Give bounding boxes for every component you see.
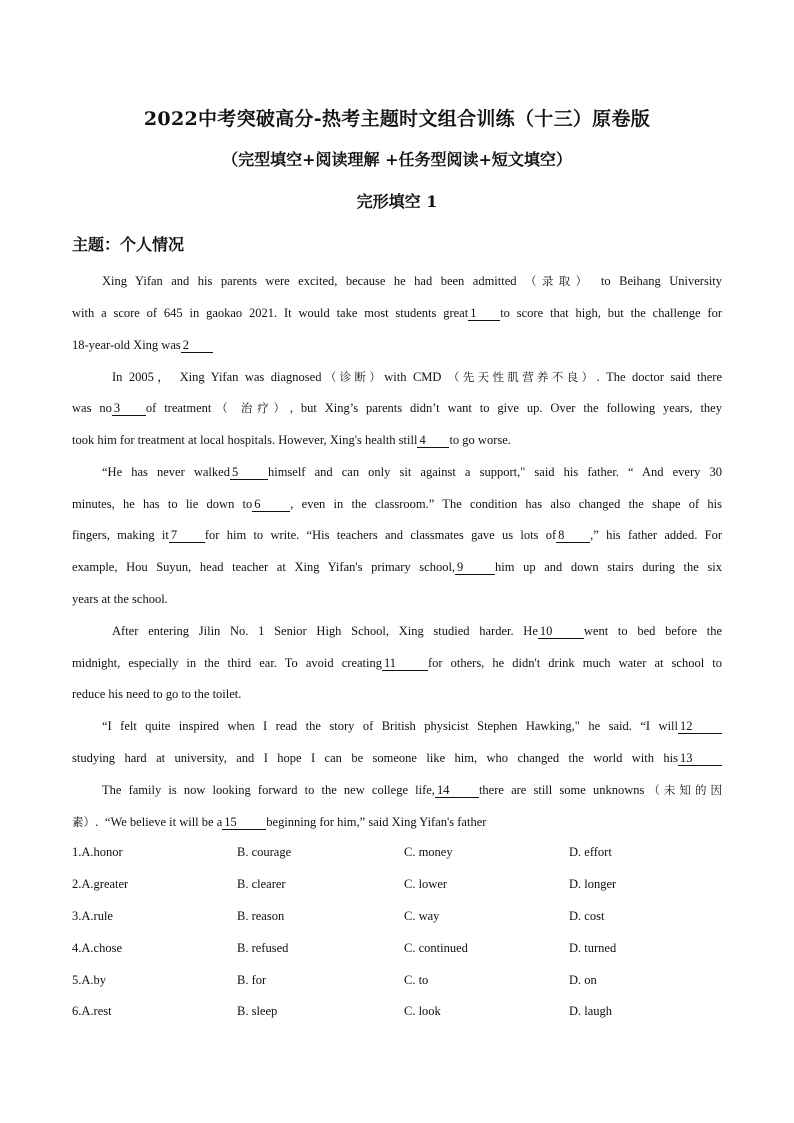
passage-text: of treatment bbox=[145, 401, 212, 415]
passage-line bbox=[102, 464, 722, 480]
option-d[interactable]: D. longer bbox=[569, 877, 617, 891]
option-c[interactable]: C. to bbox=[404, 973, 429, 987]
option-b[interactable]: B. reason bbox=[237, 909, 285, 923]
passage-text: “He has never walked bbox=[102, 465, 230, 479]
passage-text: went to bed before the bbox=[583, 624, 722, 638]
blank-15[interactable]: 15 bbox=[222, 815, 266, 830]
passage-text: “We believe it will be a bbox=[104, 815, 223, 829]
option-b[interactable]: B. refused bbox=[237, 941, 289, 955]
passage-text: The family is now looking forward to the new college life, bbox=[102, 783, 435, 797]
option-a[interactable]: 3.A.rule bbox=[72, 909, 113, 923]
option-b[interactable]: B. for bbox=[237, 973, 267, 987]
passage-line bbox=[72, 686, 722, 702]
section-title: 完形填空 1 bbox=[356, 192, 438, 211]
blank-3[interactable]: 3 bbox=[112, 401, 146, 416]
passage-gloss: 素）. bbox=[72, 815, 99, 829]
passage-line bbox=[102, 782, 722, 798]
passage-text: with a score of 645 in gaokao 2021. It would take most students great bbox=[72, 306, 469, 320]
option-row-5 bbox=[72, 973, 722, 989]
option-b[interactable]: B. courage bbox=[237, 845, 292, 859]
option-row-2 bbox=[72, 877, 722, 893]
passage-text: took him for treatment at local hospitals. However, Xing's health still bbox=[72, 433, 418, 447]
option-row-6 bbox=[72, 1004, 722, 1020]
topic-heading: 主题：个人情况 bbox=[72, 235, 185, 254]
option-b[interactable]: B. clearer bbox=[237, 877, 286, 891]
blank-5[interactable]: 5 bbox=[230, 465, 268, 480]
passage-text: In 2005， Xing Yifan was diagnosed bbox=[112, 370, 322, 384]
option-row-1 bbox=[72, 845, 722, 861]
passage-text: . The doctor said there bbox=[596, 370, 723, 384]
document-title: 2022中考突破高分-热考主题时文组合训练（十三）原卷版 bbox=[143, 108, 651, 130]
passage-text: for others, he didn't drink much water at school to bbox=[427, 656, 722, 670]
option-c[interactable]: C. way bbox=[404, 909, 440, 923]
passage-text: example, Hou Suyun, head teacher at Xing Yifan's primary school, bbox=[72, 560, 456, 574]
passage-text: to Beihang University bbox=[600, 274, 723, 288]
option-a[interactable]: 1.A.honor bbox=[72, 845, 123, 859]
passage-gloss: （先天性肌营养不良） bbox=[447, 370, 597, 384]
option-d[interactable]: D. laugh bbox=[569, 1004, 613, 1018]
passage-text: years at the school. bbox=[72, 592, 168, 606]
passage-text: for him to write. “His teachers and classmates gave us lots of bbox=[204, 528, 557, 542]
passage-gloss: （录取） bbox=[525, 274, 593, 288]
option-d[interactable]: D. on bbox=[569, 973, 597, 987]
document-subtitle: （完型填空+阅读理解 +任务型阅读+短文填空） bbox=[222, 150, 572, 169]
passage-line bbox=[72, 527, 722, 543]
passage-text: , even in the classroom.” The condition has also changed the shape of his bbox=[290, 497, 723, 511]
blank-14[interactable]: 14 bbox=[435, 783, 479, 798]
option-d[interactable]: D. effort bbox=[569, 845, 612, 859]
passage-text: reduce his need to go to the toilet. bbox=[72, 687, 242, 701]
option-a[interactable]: 5.A.by bbox=[72, 973, 107, 987]
passage-line bbox=[72, 400, 722, 416]
blank-4[interactable]: 4 bbox=[417, 433, 449, 448]
blank-12[interactable]: 12 bbox=[678, 719, 722, 734]
option-a[interactable]: 4.A.chose bbox=[72, 941, 122, 955]
passage-line bbox=[72, 559, 722, 575]
passage-text: midnight, especially in the third ear. To avoid creating bbox=[72, 656, 382, 670]
blank-8[interactable]: 8 bbox=[556, 528, 590, 543]
passage-line bbox=[72, 655, 722, 671]
passage-gloss: （未知的因 bbox=[644, 783, 722, 797]
passage-line bbox=[72, 432, 722, 448]
option-d[interactable]: D. cost bbox=[569, 909, 605, 923]
passage-gloss: （ 治疗） bbox=[211, 401, 290, 415]
passage-line bbox=[72, 496, 722, 512]
option-c[interactable]: C. continued bbox=[404, 941, 468, 955]
passage-text: After entering Jilin No. 1 Senior High School, Xing studied harder. He bbox=[112, 624, 538, 638]
passage-gloss: （诊断） bbox=[321, 370, 385, 384]
option-c[interactable]: C. look bbox=[404, 1004, 441, 1018]
passage-line bbox=[102, 273, 722, 289]
passage-text: studying hard at university, and I hope I can be someone like him, who changed the world with his bbox=[72, 751, 678, 765]
passage-text: himself and can only sit against a support," said his father. “ And every 30 bbox=[267, 465, 722, 479]
blank-10[interactable]: 10 bbox=[538, 624, 584, 639]
option-row-4 bbox=[72, 941, 722, 957]
passage-text: to go worse. bbox=[449, 433, 511, 447]
option-b[interactable]: B. sleep bbox=[237, 1004, 278, 1018]
option-a[interactable]: 2.A.greater bbox=[72, 877, 129, 891]
passage-line bbox=[112, 623, 722, 639]
option-row-3 bbox=[72, 909, 722, 925]
passage-text: to score that high, but the challenge for bbox=[500, 306, 722, 320]
option-d[interactable]: D. turned bbox=[569, 941, 617, 955]
passage-text: fingers, making it bbox=[72, 528, 169, 542]
blank-11[interactable]: 11 bbox=[382, 656, 428, 671]
passage-text: him up and down stairs during the six bbox=[495, 560, 722, 574]
blank-2[interactable]: 2 bbox=[181, 338, 213, 353]
passage-line bbox=[72, 814, 722, 830]
passage-text: , but Xing’s parents didn’t want to give up. Over the following years, they bbox=[289, 401, 722, 415]
blank-7[interactable]: 7 bbox=[169, 528, 205, 543]
passage-line bbox=[72, 305, 722, 321]
passage-line bbox=[72, 337, 722, 353]
option-a[interactable]: 6.A.rest bbox=[72, 1004, 112, 1018]
passage-line bbox=[72, 750, 722, 766]
blank-13[interactable]: 13 bbox=[678, 751, 722, 766]
passage-text: minutes, he has to lie down to bbox=[72, 497, 253, 511]
passage-text: beginning for him,” said Xing Yifan's father bbox=[266, 815, 487, 829]
blank-9[interactable]: 9 bbox=[455, 560, 495, 575]
passage-line bbox=[102, 718, 722, 734]
blank-6[interactable]: 6 bbox=[252, 497, 290, 512]
passage-text: 18-year-old Xing was bbox=[72, 338, 181, 352]
passage-text: ,” his father added. For bbox=[590, 528, 722, 542]
passage-text: there are still some unknowns bbox=[478, 783, 645, 797]
option-c[interactable]: C. lower bbox=[404, 877, 448, 891]
passage-line bbox=[112, 369, 722, 385]
passage-text: Xing Yifan and his parents were excited, because he had been admitted bbox=[102, 274, 517, 288]
passage-text: “I felt quite inspired when I read the story of British physicist Stephen Hawking," he said. “I will bbox=[102, 719, 678, 733]
passage-text: with CMD bbox=[384, 370, 442, 384]
option-c[interactable]: C. money bbox=[404, 845, 453, 859]
passage-text: was no bbox=[72, 401, 112, 415]
passage-line bbox=[72, 591, 722, 607]
blank-1[interactable]: 1 bbox=[468, 306, 500, 321]
